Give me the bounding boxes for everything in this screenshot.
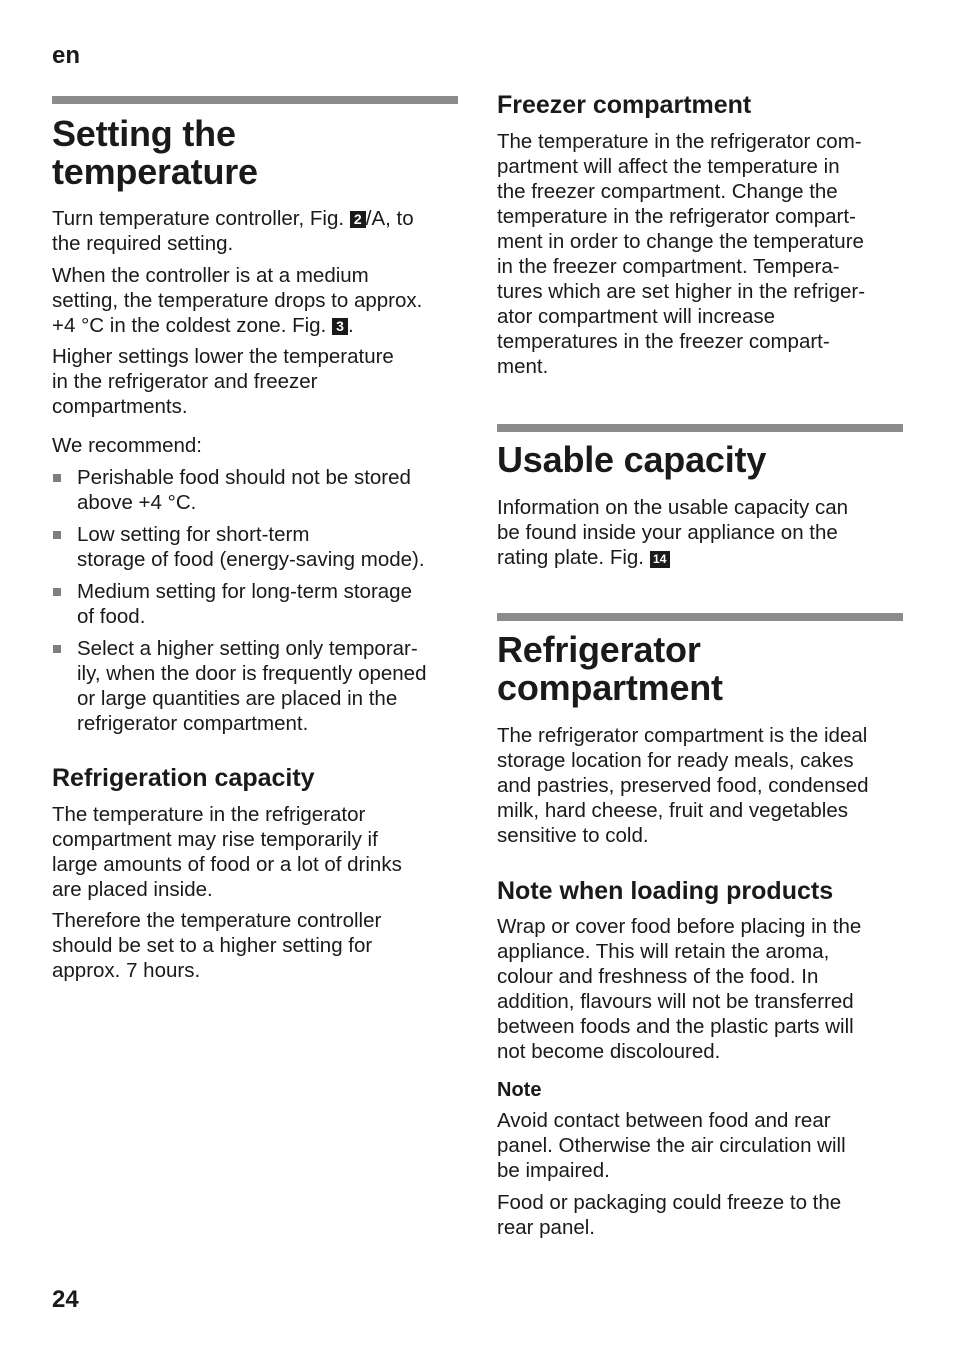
section-rule: [52, 96, 458, 104]
square-bullet-icon: [53, 645, 61, 653]
paragraph-refrigerator: The refrigerator compartment is the ideal storage location for ready meals, cakes and pastries, preserved food, condensed milk, hard cheese, fruit and vegetables sensitive to cold.: [497, 724, 869, 847]
section-title-usable-capacity: Usable capacity: [497, 439, 767, 480]
paragraph-freezer: The temperature in the refrigerator com- partment will affect the temperature in the freezer compartment. Change the temperature in the refrigerator compart- ment in order to change the temperature in the freezer compartment. Tempera- tures which are set higher in the refriger- ator compartment will increase temperatures in the freezer compart- ment.: [497, 130, 866, 378]
paragraph-turn-controller: Turn temperature controller, Fig. 2 /A, to the required setting.: [52, 207, 414, 255]
paragraph-loading: Wrap or cover food before placing in the appliance. This will retain the aroma, colour and freshness of the food. In addition, flavours will not be transferred between foods and the plastic parts will not become discoloured.: [497, 915, 862, 1063]
paragraph-refcap-1: The temperature in the refrigerator compartment may rise temporarily if large amounts of food or a lot of drinks are placed inside.: [52, 803, 402, 901]
section-title-setting-temperature: Setting the temperature: [52, 113, 258, 192]
paragraph-medium-setting: When the controller is at a medium setting, the temperature drops to approx. +4 °C in the coldest zone. Fig. 3 .: [52, 264, 423, 337]
paragraph-higher-settings: Higher settings lower the temperature in the refrigerator and freezer compartments.: [52, 345, 394, 418]
subsection-title-loading: Note when loading products: [497, 877, 834, 905]
paragraph-usable-capacity: Information on the usable capacity can be found inside your appliance on the rating plate. Fig. 14: [497, 496, 848, 569]
square-bullet-icon: [53, 588, 61, 596]
recommendation-list: [52, 465, 458, 736]
figure-ref-icon: 14: [650, 551, 670, 568]
paragraph-note-2: Food or packaging could freeze to the rear panel.: [497, 1191, 842, 1239]
figure-ref-icon: 2: [350, 211, 366, 228]
section-rule: [497, 613, 903, 621]
list-item: Low setting for short-term storage of food (energy-saving mode).: [52, 522, 458, 572]
paragraph-refcap-2: Therefore the temperature controller should be set to a higher setting for approx. 7 hours.: [52, 909, 382, 982]
section-rule: [497, 424, 903, 432]
section-title-refrigerator-compartment: Refrigerator compartment: [497, 629, 723, 708]
subsection-title-refrigeration-capacity: Refrigeration capacity: [52, 764, 315, 792]
square-bullet-icon: [53, 531, 61, 539]
list-item: Perishable food should not be stored above +4 °C.: [52, 465, 458, 515]
note-label: Note: [497, 1079, 542, 1101]
list-item: Medium setting for long-term storage of food.: [52, 579, 458, 629]
figure-ref-icon: 3: [332, 318, 348, 335]
list-item: Select a higher setting only temporar- ily, when the door is frequently opened or large quantities are placed in the refrigerator compartment.: [52, 636, 458, 736]
language-label: en: [52, 42, 81, 69]
recommend-label: We recommend:: [52, 434, 203, 457]
page-number: 24: [52, 1286, 79, 1313]
subsection-title-freezer: Freezer compartment: [497, 91, 752, 119]
square-bullet-icon: [53, 474, 61, 482]
paragraph-note-1: Avoid contact between food and rear panel. Otherwise the air circulation will be impaired.: [497, 1109, 846, 1182]
